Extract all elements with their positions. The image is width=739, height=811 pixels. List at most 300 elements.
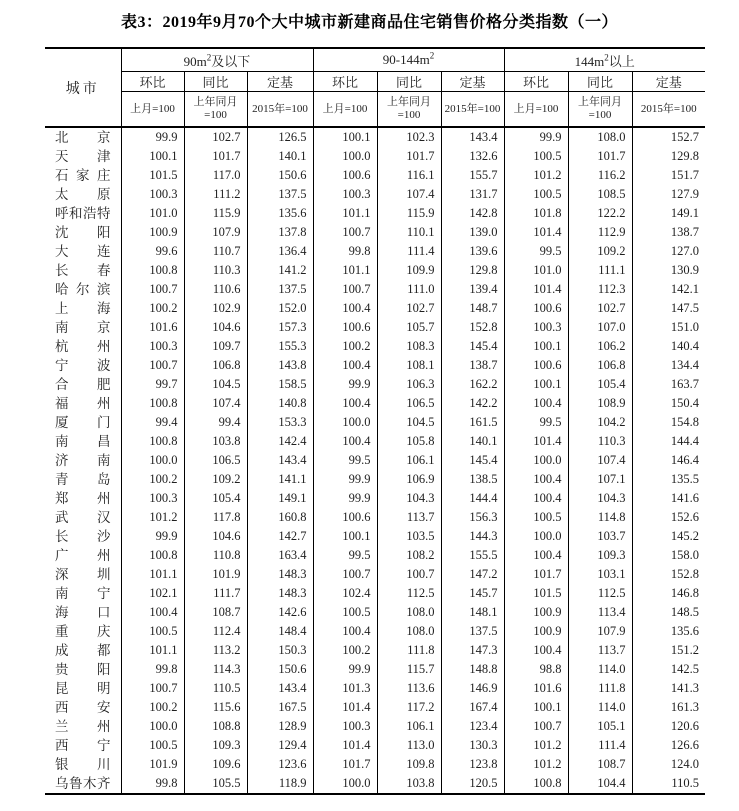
index-value: 147.5: [632, 299, 705, 318]
table-row: [45, 527, 705, 546]
city-name-text: 海 口: [55, 605, 111, 620]
index-value: 102.9: [184, 299, 247, 318]
index-value: 101.4: [504, 280, 568, 299]
index-value: 148.7: [441, 299, 504, 318]
index-value: 108.7: [568, 755, 632, 774]
index-value: 100.0: [504, 451, 568, 470]
base-period-2015: 2015年=100: [247, 92, 313, 128]
index-value: 105.4: [184, 489, 247, 508]
city-name-text: 长 沙: [55, 529, 111, 544]
city-name-text: 杭 州: [55, 339, 111, 354]
index-value: 131.7: [441, 185, 504, 204]
index-value: 101.1: [313, 261, 377, 280]
index-value: 101.1: [121, 641, 184, 660]
city-name-text: 沈 阳: [55, 225, 111, 240]
index-value: 113.4: [568, 603, 632, 622]
index-value: 102.4: [313, 584, 377, 603]
index-value: 101.2: [121, 508, 184, 527]
city-name: [45, 432, 121, 451]
index-value: 120.6: [632, 717, 705, 736]
index-value: 105.5: [184, 774, 247, 794]
table-row: [45, 546, 705, 565]
index-value: 100.2: [121, 470, 184, 489]
index-value: 123.6: [247, 755, 313, 774]
index-value: 100.2: [313, 641, 377, 660]
index-value: 101.5: [121, 166, 184, 185]
index-value: 114.0: [568, 660, 632, 679]
index-value: 137.5: [441, 622, 504, 641]
index-value: 101.0: [504, 261, 568, 280]
index-value: 117.2: [377, 698, 441, 717]
index-value: 100.4: [313, 622, 377, 641]
index-value: 100.7: [121, 356, 184, 375]
index-value: 144.4: [632, 432, 705, 451]
index-value: 113.7: [568, 641, 632, 660]
index-value: 108.1: [377, 356, 441, 375]
city-name-text: 长 春: [55, 263, 111, 278]
index-value: 106.8: [184, 356, 247, 375]
city-name-text: 贵 阳: [55, 662, 111, 677]
index-value: 102.7: [568, 299, 632, 318]
index-value: 101.1: [121, 565, 184, 584]
index-value: 104.5: [184, 375, 247, 394]
city-name-text: 南 宁: [55, 586, 111, 601]
index-value: 100.0: [121, 717, 184, 736]
city-name: [45, 717, 121, 736]
index-value: 146.4: [632, 451, 705, 470]
index-value: 100.4: [313, 299, 377, 318]
city-name-text: 福 州: [55, 396, 111, 411]
index-value: 101.9: [184, 565, 247, 584]
index-value: 100.3: [313, 717, 377, 736]
index-value: 108.7: [184, 603, 247, 622]
index-value: 135.6: [247, 204, 313, 223]
city-name: [45, 261, 121, 280]
index-value: 110.5: [184, 679, 247, 698]
index-value: 100.3: [313, 185, 377, 204]
city-name-text: 宁 波: [55, 358, 111, 373]
index-value: 106.1: [377, 717, 441, 736]
index-value: 142.4: [247, 432, 313, 451]
index-value: 100.1: [313, 527, 377, 546]
index-value: 154.8: [632, 413, 705, 432]
city-name: [45, 299, 121, 318]
city-name-text: 哈 尔 滨: [55, 282, 111, 297]
table-row: [45, 223, 705, 242]
city-name-text: 厦 门: [55, 415, 111, 430]
index-value: 107.9: [568, 622, 632, 641]
city-name: [45, 337, 121, 356]
index-value: 137.5: [247, 280, 313, 299]
index-value: 100.0: [313, 147, 377, 166]
index-value: 145.4: [441, 337, 504, 356]
index-value: 142.6: [247, 603, 313, 622]
city-name-text: 成 都: [55, 643, 111, 658]
index-value: 101.4: [504, 223, 568, 242]
index-value: 109.2: [184, 470, 247, 489]
index-value: 141.2: [247, 261, 313, 280]
index-value: 109.9: [377, 261, 441, 280]
index-value: 101.2: [504, 755, 568, 774]
base-period-prev-month: 上月=100: [121, 92, 184, 128]
index-value: 150.3: [247, 641, 313, 660]
index-value: 153.3: [247, 413, 313, 432]
index-value: 115.9: [184, 204, 247, 223]
index-value: 148.1: [441, 603, 504, 622]
index-value: 100.6: [313, 166, 377, 185]
index-value: 152.8: [632, 565, 705, 584]
index-value: 129.8: [441, 261, 504, 280]
table-row: [45, 280, 705, 299]
index-value: 105.7: [377, 318, 441, 337]
table-row: [45, 356, 705, 375]
table-row: [45, 603, 705, 622]
index-value: 100.0: [313, 413, 377, 432]
index-value: 103.8: [377, 774, 441, 794]
index-value: 100.9: [504, 603, 568, 622]
index-value: 100.5: [504, 147, 568, 166]
city-name: [45, 127, 121, 147]
index-value: 142.7: [247, 527, 313, 546]
price-index-table-container: [45, 47, 705, 795]
index-value: 99.6: [121, 242, 184, 261]
index-value: 100.1: [313, 127, 377, 147]
index-value: 140.8: [247, 394, 313, 413]
index-value: 127.9: [632, 185, 705, 204]
index-value: 100.7: [377, 565, 441, 584]
index-value: 99.4: [121, 413, 184, 432]
index-value: 109.6: [184, 755, 247, 774]
index-value: 100.2: [121, 698, 184, 717]
index-value: 110.8: [184, 546, 247, 565]
table-row: [45, 641, 705, 660]
index-value: 139.0: [441, 223, 504, 242]
index-value: 99.9: [504, 127, 568, 147]
index-value: 100.4: [504, 641, 568, 660]
city-name-text: 北 京: [55, 130, 111, 145]
index-value: 101.1: [313, 204, 377, 223]
index-value: 116.1: [377, 166, 441, 185]
table-row: [45, 660, 705, 679]
superscript: 2: [206, 52, 212, 63]
index-value: 160.8: [247, 508, 313, 527]
index-value: 100.3: [121, 489, 184, 508]
index-value: 140.1: [247, 147, 313, 166]
index-value: 132.6: [441, 147, 504, 166]
index-value: 158.0: [632, 546, 705, 565]
table-row: [45, 470, 705, 489]
index-value: 103.5: [377, 527, 441, 546]
index-value: 100.5: [504, 185, 568, 204]
index-value: 148.4: [247, 622, 313, 641]
index-value: 106.1: [377, 451, 441, 470]
index-value: 130.3: [441, 736, 504, 755]
page-title: 表3：2019年9月70个大中城市新建商品住宅销售价格分类指数（一）: [120, 14, 618, 31]
index-value: 114.3: [184, 660, 247, 679]
index-value: 112.5: [377, 584, 441, 603]
index-value: 150.4: [632, 394, 705, 413]
index-value: 101.7: [377, 147, 441, 166]
index-value: 100.6: [504, 299, 568, 318]
city-name: [45, 147, 121, 166]
table-row: [45, 774, 705, 794]
index-value: 127.0: [632, 242, 705, 261]
index-value: 101.7: [184, 147, 247, 166]
index-value: 100.5: [504, 508, 568, 527]
city-name-text: 南 京: [55, 320, 111, 335]
index-value: 110.5: [632, 774, 705, 794]
city-name-text: 乌 鲁 木 齐: [55, 776, 111, 791]
table-row: [45, 679, 705, 698]
index-value: 108.0: [377, 603, 441, 622]
index-value: 116.2: [568, 166, 632, 185]
index-value: 99.5: [504, 413, 568, 432]
index-value: 106.5: [184, 451, 247, 470]
city-name: [45, 660, 121, 679]
index-value: 101.9: [121, 755, 184, 774]
index-value: 147.2: [441, 565, 504, 584]
table-row: [45, 147, 705, 166]
index-value: 100.4: [313, 356, 377, 375]
index-value: 100.7: [313, 280, 377, 299]
index-value: 111.8: [377, 641, 441, 660]
index-value: 138.7: [441, 356, 504, 375]
index-value: 110.1: [377, 223, 441, 242]
index-value: 104.5: [377, 413, 441, 432]
base-period-prev-year: 上年同月=100: [184, 92, 247, 128]
index-value: 105.8: [377, 432, 441, 451]
city-name: [45, 223, 121, 242]
index-value: 145.7: [441, 584, 504, 603]
table-row: [45, 318, 705, 337]
city-name: [45, 774, 121, 794]
index-value: 126.6: [632, 736, 705, 755]
column-header-fixed-base: 定基: [441, 72, 504, 92]
index-value: 107.1: [568, 470, 632, 489]
index-value: 107.4: [184, 394, 247, 413]
index-value: 99.8: [121, 660, 184, 679]
index-value: 152.7: [632, 127, 705, 147]
index-value: 109.7: [184, 337, 247, 356]
index-value: 120.5: [441, 774, 504, 794]
index-value: 103.7: [568, 527, 632, 546]
column-header-yoy: 同比: [184, 72, 247, 92]
index-value: 110.3: [184, 261, 247, 280]
index-value: 104.6: [184, 318, 247, 337]
table-row: [45, 508, 705, 527]
index-value: 145.4: [441, 451, 504, 470]
index-value: 115.6: [184, 698, 247, 717]
base-period-2015: 2015年=100: [441, 92, 504, 128]
table-row: [45, 185, 705, 204]
index-value: 106.8: [568, 356, 632, 375]
index-value: 144.4: [441, 489, 504, 508]
index-value: 106.2: [568, 337, 632, 356]
index-value: 148.8: [441, 660, 504, 679]
index-value: 143.4: [247, 451, 313, 470]
city-name-text: 济 南: [55, 453, 111, 468]
index-value: 99.4: [184, 413, 247, 432]
index-value: 100.5: [313, 603, 377, 622]
table-row: [45, 413, 705, 432]
index-value: 110.3: [568, 432, 632, 451]
index-value: 100.2: [121, 299, 184, 318]
table-row: [45, 698, 705, 717]
index-value: 113.7: [377, 508, 441, 527]
price-index-table: [45, 47, 705, 795]
city-name: [45, 185, 121, 204]
index-value: 149.1: [632, 204, 705, 223]
table-row: [45, 622, 705, 641]
index-value: 161.3: [632, 698, 705, 717]
city-name: [45, 584, 121, 603]
index-value: 138.7: [632, 223, 705, 242]
index-value: 114.8: [568, 508, 632, 527]
index-value: 99.7: [121, 375, 184, 394]
index-value: 148.3: [247, 565, 313, 584]
index-value: 100.4: [504, 546, 568, 565]
city-name: [45, 546, 121, 565]
table-body: [45, 127, 705, 794]
index-value: 143.4: [247, 679, 313, 698]
city-name-text: 武 汉: [55, 510, 111, 525]
table-header: [45, 48, 705, 127]
index-value: 104.2: [568, 413, 632, 432]
city-name: [45, 489, 121, 508]
index-value: 100.1: [504, 337, 568, 356]
index-value: 100.4: [121, 603, 184, 622]
index-value: 152.0: [247, 299, 313, 318]
index-value: 167.4: [441, 698, 504, 717]
index-value: 100.8: [121, 546, 184, 565]
index-value: 100.4: [504, 489, 568, 508]
index-value: 104.3: [568, 489, 632, 508]
index-value: 101.4: [313, 736, 377, 755]
index-value: 99.9: [313, 660, 377, 679]
index-value: 140.4: [632, 337, 705, 356]
city-name: [45, 527, 121, 546]
city-name-text: 深 圳: [55, 567, 111, 582]
index-value: 157.3: [247, 318, 313, 337]
index-value: 99.8: [121, 774, 184, 794]
index-value: 100.3: [121, 185, 184, 204]
index-value: 146.9: [441, 679, 504, 698]
table-row: [45, 736, 705, 755]
index-value: 112.9: [568, 223, 632, 242]
column-header-yoy: 同比: [377, 72, 441, 92]
city-name-text: 呼 和 浩 特: [55, 206, 111, 221]
index-value: 146.8: [632, 584, 705, 603]
index-value: 134.4: [632, 356, 705, 375]
index-value: 141.6: [632, 489, 705, 508]
index-value: 100.0: [504, 527, 568, 546]
index-value: 124.0: [632, 755, 705, 774]
index-value: 99.9: [313, 489, 377, 508]
city-name-text: 银 川: [55, 757, 111, 772]
city-name: [45, 603, 121, 622]
index-value: 108.8: [184, 717, 247, 736]
city-name-text: 合 肥: [55, 377, 111, 392]
index-value: 106.5: [377, 394, 441, 413]
city-name-text: 石 家 庄: [55, 168, 111, 183]
index-value: 101.7: [504, 565, 568, 584]
index-value: 142.8: [441, 204, 504, 223]
city-name-text: 西 宁: [55, 738, 111, 753]
index-value: 108.0: [568, 127, 632, 147]
city-name: [45, 375, 121, 394]
table-row: [45, 565, 705, 584]
index-value: 162.2: [441, 375, 504, 394]
index-value: 163.4: [247, 546, 313, 565]
table-row: [45, 489, 705, 508]
index-value: 100.4: [504, 470, 568, 489]
index-value: 144.3: [441, 527, 504, 546]
index-value: 105.1: [568, 717, 632, 736]
city-name: [45, 736, 121, 755]
city-name: [45, 280, 121, 299]
index-value: 104.3: [377, 489, 441, 508]
index-value: 113.6: [377, 679, 441, 698]
index-value: 148.5: [632, 603, 705, 622]
index-value: 100.7: [121, 679, 184, 698]
column-header-city: 城市: [45, 48, 121, 127]
city-name-text: 广 州: [55, 548, 111, 563]
city-name-text: 昆 明: [55, 681, 111, 696]
index-value: 111.4: [568, 736, 632, 755]
index-value: 100.5: [121, 736, 184, 755]
column-header-mom: 环比: [121, 72, 184, 92]
index-value: 100.4: [504, 394, 568, 413]
city-name-text: 西 安: [55, 700, 111, 715]
index-value: 139.4: [441, 280, 504, 299]
column-header-yoy: 同比: [568, 72, 632, 92]
index-value: 135.5: [632, 470, 705, 489]
table-row: [45, 394, 705, 413]
index-value: 101.7: [568, 147, 632, 166]
index-value: 142.2: [441, 394, 504, 413]
city-name: [45, 755, 121, 774]
index-value: 129.8: [632, 147, 705, 166]
index-value: 100.4: [313, 432, 377, 451]
index-value: 101.3: [313, 679, 377, 698]
index-value: 111.0: [377, 280, 441, 299]
index-value: 107.9: [184, 223, 247, 242]
index-value: 123.4: [441, 717, 504, 736]
index-value: 98.8: [504, 660, 568, 679]
index-value: 111.4: [377, 242, 441, 261]
index-value: 99.5: [504, 242, 568, 261]
index-value: 99.9: [313, 470, 377, 489]
index-value: 101.5: [504, 584, 568, 603]
index-value: 151.0: [632, 318, 705, 337]
index-value: 150.6: [247, 166, 313, 185]
index-value: 137.8: [247, 223, 313, 242]
index-value: 105.4: [568, 375, 632, 394]
superscript: 2: [429, 50, 435, 61]
index-value: 114.0: [568, 698, 632, 717]
index-value: 100.2: [313, 337, 377, 356]
city-name: [45, 166, 121, 185]
index-value: 155.7: [441, 166, 504, 185]
index-value: 101.4: [504, 432, 568, 451]
table-row: [45, 337, 705, 356]
index-value: 112.3: [568, 280, 632, 299]
index-value: 108.2: [377, 546, 441, 565]
index-value: 112.4: [184, 622, 247, 641]
index-value: 155.5: [441, 546, 504, 565]
index-value: 100.8: [121, 394, 184, 413]
index-value: 141.3: [632, 679, 705, 698]
